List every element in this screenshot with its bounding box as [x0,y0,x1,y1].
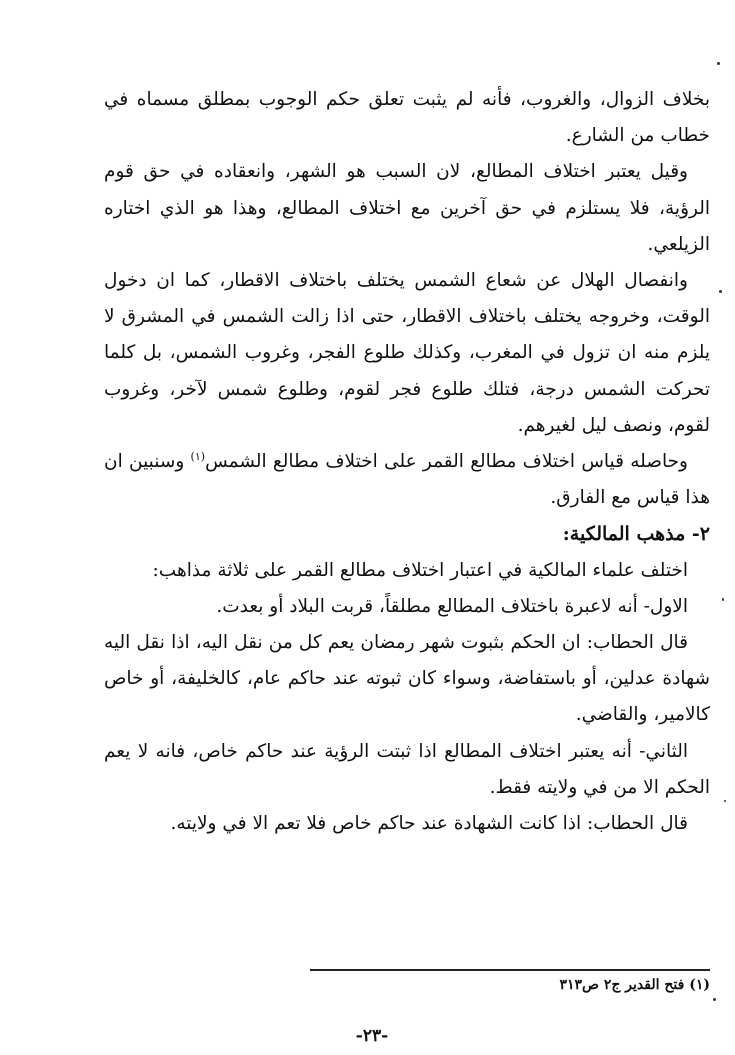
scan-speck [713,998,716,1001]
main-text [104,82,710,842]
footnote: (١) فتح القدير ج٢ ص٣١٣ [559,977,710,993]
paragraph-7: الاول- أنه لاعبرة باختلاف المطالع مطلقاً، قربت البلاد أو بعدت. [216,595,688,617]
paragraph-2: وقيل يعتبر اختلاف المطالع، لان السبب هو الشهر، وانعقاده في حق قوم الرؤية، فلا يستلزم في حق آخرين مع اختلاف المطالع، وهذا هو الذي اختاره الزيلعي. [104,161,710,255]
section-heading: ٢- مذهب المالكية: [562,523,710,546]
paragraph-10: قال الحطاب: اذا كانت الشهادة عند حاكم خاص فلا تعم الا في ولايته. [170,813,688,835]
paragraph-4-text-after: وسنبين ان هذا قياس مع الفارق. [104,451,710,509]
paragraph-4-text: وحاصله قياس اختلاف مطالع القمر على اختلاف مطالع الشمس [205,451,688,473]
paragraph-8: قال الحطاب: ان الحكم بثبوت شهر رمضان يعم كل من نقل اليه، اذا نقل اليه شهادة عدلين، أو باستفاضة، وسواء كان ثبوته عند حاكم عام، كالخليفة، أو خاص كالامير، والقاضي. [104,632,710,726]
scan-speck [722,598,724,601]
paragraph-6: اختلف علماء المالكية في اعتبار اختلاف مطالع القمر على ثلاثة مذاهب: [152,559,688,581]
scan-speck [724,800,726,802]
paragraph-1: بخلاف الزوال، والغروب، فأنه لم يثبت تعلق حكم الوجوب بمطلق مسماه في خطاب من الشارع. [104,89,710,147]
paragraph-3: وانفصال الهلال عن شعاع الشمس يختلف باختلاف الاقطار، كما ان دخول الوقت، وخروجه يختلف باختلاف الاقطار، حتى اذا زالت الشمس في المشرق لا يلزم منه ان تزول في المغرب، وكذلك طلوع الفجر، وغروب الشمس، بل كلما تحركت الشمس درجة، فتلك طلوع فجر لقوم، وطلوع شمس لآخر، وغروب لقوم، ونصف ليل لغيرهم. [104,270,710,436]
footnote-reference: (١) [190,449,206,463]
scan-speck [717,62,720,65]
paragraph-4 [104,444,710,516]
page-number: -٢٣- [355,1026,389,1046]
paragraph-9: الثاني- أنه يعتبر اختلاف المطالع اذا ثبتت الرؤية عند حاكم خاص، فانه لا يعم الحكم الا من في ولايته فقط. [104,740,710,798]
footnote-divider [310,969,710,971]
scan-speck [719,290,722,293]
